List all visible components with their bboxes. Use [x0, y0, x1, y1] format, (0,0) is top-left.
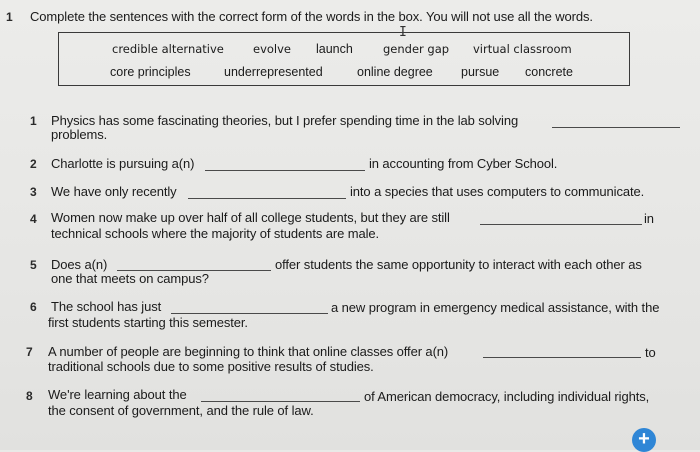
answer-blank[interactable]: [552, 127, 680, 128]
word-core-principles: core principles: [110, 65, 191, 79]
question-text-cont: into a species that uses computers to communicate.: [350, 184, 645, 199]
answer-blank[interactable]: [483, 357, 641, 358]
question-text: Women now make up over half of all college students, but they are still: [51, 210, 450, 225]
question-text: Physics has some fascinating theories, but I prefer spending time in the lab solving: [51, 113, 519, 128]
question-text-line2: technical schools where the majority of students are male.: [51, 226, 380, 241]
question-text: We're learning about the: [48, 387, 187, 402]
plus-icon: +: [638, 428, 650, 450]
word-virtual-classroom: virtual classroom: [473, 42, 572, 56]
add-button[interactable]: [632, 428, 656, 452]
word-launch: launch: [316, 42, 353, 56]
question-text-cont: in: [644, 211, 654, 226]
question-number: 8: [26, 389, 33, 403]
answer-blank[interactable]: [480, 224, 642, 225]
word-credible-alternative: credible alternative: [112, 42, 224, 56]
question-number: 7: [26, 345, 33, 359]
answer-blank[interactable]: [201, 401, 360, 402]
word-concrete: concrete: [525, 65, 573, 79]
word-box: [58, 32, 630, 86]
question-text: A number of people are beginning to think that online classes offer a(n): [48, 344, 449, 359]
question-text-cont: to: [645, 345, 656, 360]
text-cursor-icon: I: [399, 25, 407, 40]
question-text-line2: the consent of government, and the rule of law.: [48, 403, 314, 418]
question-text: We have only recently: [51, 184, 177, 199]
exercise-instructions: Complete the sentences with the correct form of the words in the box. You will not use all the words.: [30, 9, 593, 24]
question-number: 3: [30, 185, 37, 199]
question-text-cont: in accounting from Cyber School.: [369, 156, 558, 171]
word-pursue: pursue: [461, 65, 500, 79]
word-evolve: evolve: [253, 42, 291, 56]
word-online-degree: online degree: [357, 65, 433, 79]
question-text-line2: one that meets on campus?: [51, 271, 209, 286]
word-gender-gap: gender gap: [383, 42, 450, 56]
answer-blank[interactable]: [188, 198, 346, 199]
question-text: Does a(n): [51, 257, 108, 272]
answer-blank[interactable]: [205, 170, 365, 171]
question-text-cont: a new program in emergency medical assistance, with the: [331, 300, 660, 315]
question-number: 1: [30, 114, 37, 128]
question-text-line2: problems.: [51, 127, 108, 142]
word-underrepresented: underrepresented: [224, 65, 323, 79]
question-text: The school has just: [51, 299, 162, 314]
answer-blank[interactable]: [171, 313, 328, 314]
question-text: Charlotte is pursuing a(n): [51, 156, 195, 171]
question-text-cont: offer students the same opportunity to interact with each other as: [275, 257, 642, 272]
exercise-number: 1: [6, 10, 13, 24]
question-text-cont: of American democracy, including individual rights,: [364, 389, 650, 404]
question-text-line2: traditional schools due to some positive results of studies.: [48, 359, 374, 374]
question-number: 2: [30, 157, 37, 171]
question-text-line2: first students starting this semester.: [48, 315, 248, 330]
question-number: 5: [30, 258, 37, 272]
question-number: 4: [30, 212, 37, 226]
question-number: 6: [30, 300, 37, 314]
